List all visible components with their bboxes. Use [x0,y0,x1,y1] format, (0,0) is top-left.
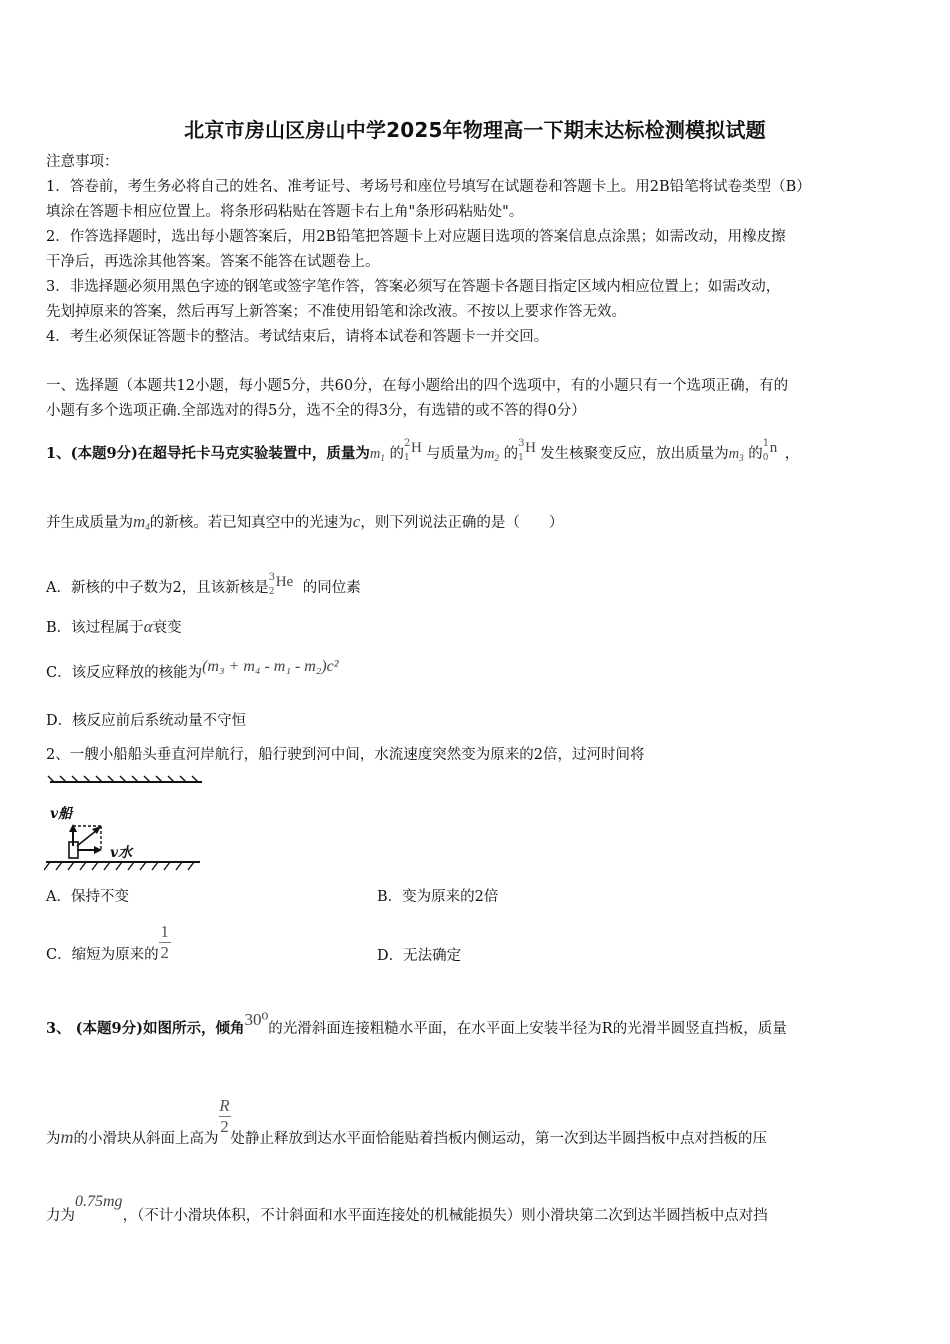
mass-m4: $m_4$ [133,512,150,532]
q1-option-b[interactable]: B．该过程属于α衰变 [46,617,182,636]
deuterium-symbol: 2 1 H [404,438,422,463]
section-heading: 小题有多个选项正确.全部选对的得5分，选不全的得3分，有选错的或不答的得0分） [46,403,586,419]
section-heading: 一、选择题（本题共12小题，每小题5分，共60分，在每小题给出的四个选项中，有的小题只有一个选项正确，有的 [46,378,789,394]
notice-line: 4．考生必须保证答题卡的整洁。考试结束后，请将本试卷和答题卡一并交回。 [46,329,549,345]
light-speed-c: c [352,512,361,531]
neutron-symbol: 1 0 n [762,438,778,463]
q2-option-c[interactable]: C．缩短为原来的 $\frac{1}{2}$ [46,922,169,963]
boat-velocity-label: v船 [50,806,73,822]
q2-option-a[interactable]: A．保持不变 [46,889,129,905]
mass-m1: $m_1$ [369,446,385,463]
q1-option-d[interactable]: D．核反应前后系统动量不守恒 [46,713,247,729]
mass-m: m [60,1126,74,1147]
tritium-symbol: 3 1 H [518,438,536,463]
q2-option-b[interactable]: B．变为原来的2倍 [377,889,499,905]
mass-m3: $m_3$ [728,446,744,463]
notice-line: 填涂在答题卡相应位置上。将条形码粘贴在答题卡右上角"条形码粘贴处"。 [46,204,524,220]
notice-heading: 注意事项： [46,154,119,170]
helium-symbol: 3 2 He [268,572,294,597]
mass-m2: $m_2$ [484,446,499,463]
q3-stem-line3: 力为0.75mg，（不计小滑块体积，不计斜面和水平面连接处的机械能损失）则小滑块第二次到达半圆挡板中点对挡 [46,1193,768,1224]
fraction-one-half: $\frac{1}{2}$ [160,922,169,962]
notice-line: 先划掉原来的答案，然后再写上新答案；不准使用铅笔和涂改液。不按以上要求作答无效。 [46,304,626,320]
energy-formula: (m₃ + m₄ - m₁ - m₂)c² [202,658,339,675]
q2-stem: 2、一艘小船船头垂直河岸航行，船行驶到河中间，水流速度突然变为原来的2倍，过河时间将 [46,747,645,763]
notice-line: 2．作答选择题时，选出每小题答案后，用2B铅笔把答题卡上对应题目选项的答案信息点涂黑；如需改动，用橡皮擦 [46,229,786,245]
alpha-symbol: α [143,617,153,636]
q1-option-a[interactable]: A．新核的中子数为2，且该新核是 3 2 He 的同位素 [46,572,361,597]
notice-line: 干净后，再选涂其他答案。答案不能答在试题卷上。 [46,254,380,270]
q3-stem-line2: 为m的小滑块从斜面上高为 $\frac{R}{2}$ 处静止释放到达水平面恰能贴着挡板内侧运动，第一次到达半圆挡板中点对挡板的压 [46,1096,767,1147]
notice-line: 1．答卷前，考生务必将自己的姓名、准考证号、考场号和座位号填写在试题卷和答题卡上。用2B铅笔将试卷类型（B） [46,179,811,195]
q3-stem-line1: 3、 (本题9分)如图所示，倾角30⁰的光滑斜面连接粗糙水平面，在水平面上安装半径为R的光滑半圆竖直挡板，质量 [46,1010,787,1037]
angle-thirty-degrees: 30⁰ [244,1010,269,1029]
q1-stem-line2: 并生成质量为$m_4$的新核。若已知真空中的光速为c，则下列说法正确的是（ ） [46,512,564,532]
q1-option-c[interactable]: C．该反应释放的核能为(m₃ + m₄ - m₁ - m₂)c² [46,658,339,681]
water-velocity-label: v水 [110,845,133,861]
q2-option-d[interactable]: D．无法确定 [377,948,462,964]
force-value: 0.75mg [75,1193,123,1210]
fraction-r-over-two: $\frac{R}{2}$ [219,1096,230,1136]
notice-line: 3．非选择题必须用黑色字迹的钢笔或签字笔作答，答案必须写在答题卡各题目指定区域内相应位置上；如需改动， [46,279,781,295]
q1-stem-line1: 1、(本题9分)在超导托卡马克实验装置中，质量为$m_1$ 的 2 1 H 与质量为$m_2$ 的 3 1 H 发生核聚变反应，放出质量为$m_3$ 的 1 0 n ， [46,438,800,463]
page-title: 北京市房山区房山中学2025年物理高一下期末达标检测模拟试题 [184,118,766,142]
